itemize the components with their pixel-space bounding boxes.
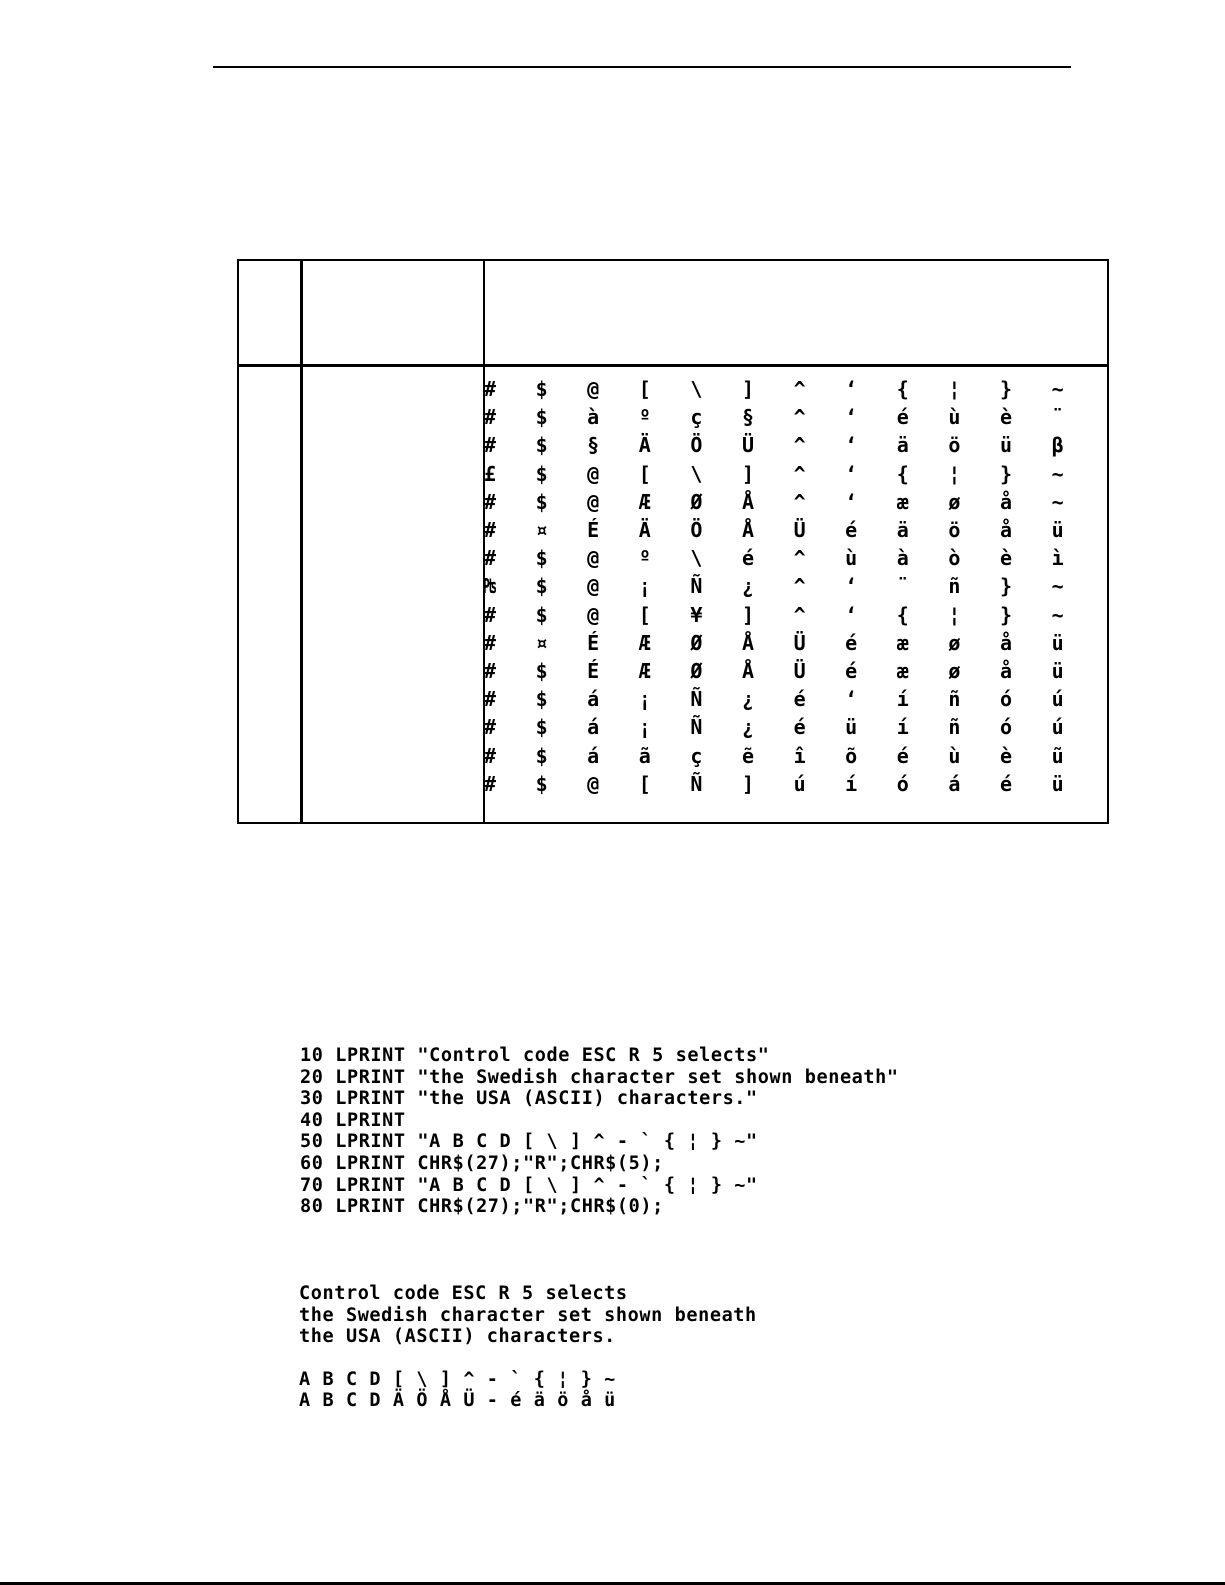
program-line: 20 LPRINT "the Swedish character set shown beneath": [300, 1066, 899, 1088]
charset-cell: ú: [1051, 687, 1064, 712]
charset-cell: }: [999, 574, 1013, 599]
charset-cell: $: [535, 377, 548, 401]
charset-cell: ¤: [535, 630, 548, 655]
charset-table: [237, 259, 1109, 824]
charset-cell: \: [690, 461, 703, 486]
charset-cell: ç: [690, 405, 703, 430]
charset-cell: Ü: [793, 518, 806, 542]
charset-cell: ù: [948, 743, 961, 768]
charset-cell: é: [896, 405, 909, 430]
charset-cell: #: [483, 659, 497, 683]
charset-cell: Ü: [793, 630, 806, 655]
charset-cell: Ø: [690, 630, 703, 655]
charset-cell: ₧: [483, 574, 497, 599]
program-line: 70 LPRINT "A B C D [ \ ] ^ - ` { ¦ } ~": [300, 1174, 758, 1196]
charset-cell: ü: [1051, 659, 1064, 683]
output-line: Control code ESC R 5 selects: [299, 1283, 628, 1304]
charset-cell: ú: [1051, 715, 1064, 740]
charset-cell: }: [999, 377, 1013, 401]
swedish-character-line: A B C D Ä Ö Å Ü - é ä ö å ü: [299, 1390, 616, 1412]
charset-cell: é: [845, 659, 858, 683]
charset-cell: å: [999, 489, 1013, 514]
output-line: the USA (ASCII) characters.: [299, 1326, 616, 1348]
charset-cell: ‘: [845, 461, 858, 486]
charset-cell: $: [535, 433, 548, 458]
charset-cell: é: [793, 715, 806, 740]
charset-cell: ñ: [948, 715, 961, 740]
charset-cell: å: [999, 518, 1013, 542]
charset-cell: {: [896, 602, 909, 627]
charset-cell: º: [638, 546, 651, 571]
charset-cell: å: [999, 630, 1013, 655]
charset-cell: ø: [948, 659, 961, 683]
charset-cell: [: [638, 602, 651, 627]
charset-cell: Æ: [638, 630, 651, 655]
charset-cell: $: [535, 405, 548, 430]
charset-cell: ó: [999, 687, 1013, 712]
charset-cell: }: [999, 602, 1013, 627]
charset-cell: Å: [741, 659, 755, 683]
charset-cell: á: [587, 687, 600, 712]
charset-cell: Æ: [638, 659, 651, 683]
charset-cell: ù: [948, 405, 961, 430]
charset-cell: Ñ: [690, 574, 703, 599]
charset-cell: é: [845, 630, 858, 655]
charset-cell: #: [483, 687, 497, 712]
charset-cell: #: [483, 433, 497, 458]
charset-cell: $: [535, 659, 548, 683]
charset-cell: @: [587, 546, 600, 571]
charset-cell: ]: [741, 771, 755, 796]
charset-cell: #: [483, 489, 497, 514]
charset-cell: É: [587, 659, 600, 683]
charset-cell: ü: [1051, 771, 1064, 796]
charset-cell: #: [483, 715, 497, 740]
charset-cell: ó: [999, 715, 1013, 740]
charset-cell: $: [535, 715, 548, 740]
charset-cell: ~: [1051, 602, 1064, 627]
charset-cell: ¿: [741, 715, 755, 740]
charset-cell: [: [638, 377, 651, 401]
program-line: 80 LPRINT CHR$(27);"R";CHR$(0);: [300, 1196, 664, 1218]
charset-cell: ¨: [896, 574, 909, 599]
charset-cell: $: [535, 461, 548, 486]
charset-cell: β: [1051, 433, 1064, 458]
charset-cell: #: [483, 771, 497, 796]
charset-cell: Ü: [793, 659, 806, 683]
top-rule: [213, 66, 1071, 68]
charset-cell: ü: [845, 715, 858, 740]
charset-cell: ¦: [948, 377, 961, 401]
charset-cell: ¦: [948, 602, 961, 627]
charset-cell: ~: [1051, 574, 1064, 599]
charset-cell: É: [587, 630, 600, 655]
charset-cell: $: [535, 771, 548, 796]
charset-cell: ~: [1051, 377, 1064, 401]
charset-cell: $: [535, 546, 548, 571]
charset-cell: @: [587, 771, 600, 796]
charset-cell: #: [483, 602, 497, 627]
charset-cell: É: [587, 518, 600, 542]
charset-cell: ä: [896, 433, 909, 458]
charset-cell: ü: [1051, 518, 1064, 542]
charset-cell: ã: [638, 743, 651, 768]
charset-cell: ũ: [1051, 743, 1064, 768]
charset-cell: ‘: [845, 489, 858, 514]
charset-cell: í: [896, 715, 909, 740]
charset-cell: @: [587, 574, 600, 599]
charset-cell: æ: [896, 489, 909, 514]
charset-cell: ¡: [638, 687, 651, 712]
charset-cell: ¦: [948, 461, 961, 486]
charset-cell: ‘: [845, 405, 858, 430]
charset-cell: @: [587, 377, 600, 401]
charset-cell: Ñ: [690, 687, 703, 712]
charset-cell: ^: [793, 433, 806, 458]
program-line: 10 LPRINT "Control code ESC R 5 selects": [300, 1045, 770, 1066]
output-line: the Swedish character set shown beneath: [299, 1304, 757, 1326]
charset-cell: é: [793, 687, 806, 712]
charset-cell: à: [587, 405, 600, 430]
charset-cell: Å: [741, 489, 755, 514]
charset-cell: î: [793, 743, 806, 768]
charset-cell: ø: [948, 630, 961, 655]
charset-cell: º: [638, 405, 651, 430]
charset-cell: ñ: [948, 687, 961, 712]
table-header-divider: [239, 364, 1107, 367]
charset-cell: ^: [793, 405, 806, 430]
charset-cell: @: [587, 602, 600, 627]
charset-cell: ~: [1051, 461, 1064, 486]
charset-cell: æ: [896, 659, 909, 683]
charset-cell: ø: [948, 489, 961, 514]
charset-cell: è: [999, 405, 1013, 430]
charset-cell: ö: [948, 433, 961, 458]
charset-cell: Ñ: [690, 771, 703, 796]
charset-cell: ^: [793, 602, 806, 627]
charset-cell: §: [741, 405, 755, 430]
charset-cell: é: [999, 771, 1013, 796]
charset-cell: ¥: [690, 602, 703, 627]
charset-cell: ‘: [845, 574, 858, 599]
charset-cell: #: [483, 377, 497, 401]
charset-cell: ú: [793, 771, 806, 796]
charset-cell: Ñ: [690, 715, 703, 740]
charset-cell: #: [483, 743, 497, 768]
charset-cell: £: [483, 461, 497, 486]
charset-cell: ]: [741, 461, 755, 486]
charset-cell: æ: [896, 630, 909, 655]
charset-cell: ^: [793, 489, 806, 514]
charset-cell: #: [483, 546, 497, 571]
charset-cell: ‘: [845, 433, 858, 458]
charset-cell: ö: [948, 518, 961, 542]
charset-cell: ^: [793, 377, 806, 401]
charset-cell: Å: [741, 630, 755, 655]
charset-cell: á: [587, 715, 600, 740]
charset-cell: ¿: [741, 574, 755, 599]
charset-cell: é: [845, 518, 858, 542]
charset-cell: ^: [793, 574, 806, 599]
charset-cell: Ä: [638, 433, 651, 458]
charset-cell: á: [948, 771, 961, 796]
charset-cell: ‘: [845, 602, 858, 627]
charset-cell: è: [999, 743, 1013, 768]
charset-cell: Ö: [690, 518, 703, 542]
table-column-divider: [300, 261, 303, 822]
charset-cell: ¡: [638, 574, 651, 599]
charset-cell: ì: [1051, 546, 1064, 571]
charset-cell: à: [896, 546, 909, 571]
charset-cell: ü: [999, 433, 1013, 458]
charset-cell: §: [587, 433, 600, 458]
charset-cell: é: [741, 546, 755, 571]
program-listing: [300, 1045, 899, 1218]
charset-cell: }: [999, 461, 1013, 486]
charset-cell: ó: [896, 771, 909, 796]
spacer: [299, 1348, 757, 1369]
charset-cell: õ: [845, 743, 858, 768]
charset-cell: Ø: [690, 489, 703, 514]
charset-cell: \: [690, 377, 703, 401]
charset-cell: Ö: [690, 433, 703, 458]
charset-cell: ~: [1051, 489, 1064, 514]
charset-cell: $: [535, 489, 548, 514]
charset-cell: $: [535, 743, 548, 768]
program-line: 40 LPRINT: [300, 1109, 406, 1131]
charset-cell: $: [535, 687, 548, 712]
charset-cell: á: [587, 743, 600, 768]
charset-cell: ¤: [535, 518, 548, 542]
usa-character-line: A B C D [ \ ] ^ - ` { ¦ } ~: [299, 1368, 616, 1390]
charset-cell: ü: [1051, 630, 1064, 655]
charset-cell: ‘: [845, 687, 858, 712]
charset-cell: í: [896, 687, 909, 712]
charset-cell: ‘: [845, 377, 858, 401]
charset-cell: ¡: [638, 715, 651, 740]
charset-cell: ä: [896, 518, 909, 542]
charset-cell: ¨: [1051, 405, 1064, 430]
charset-cell: í: [845, 771, 858, 796]
charset-cell: ^: [793, 461, 806, 486]
charset-cell: [: [638, 461, 651, 486]
charset-cell: è: [999, 546, 1013, 571]
charset-cell: @: [587, 489, 600, 514]
program-line: 60 LPRINT CHR$(27);"R";CHR$(5);: [300, 1152, 664, 1174]
charset-cell: ¿: [741, 687, 755, 712]
charset-cell: ù: [845, 546, 858, 571]
charset-cell: ]: [741, 377, 755, 401]
charset-cell: ẽ: [741, 743, 755, 768]
program-line: 30 LPRINT "the USA (ASCII) characters.": [300, 1088, 758, 1110]
charset-cell: ñ: [948, 574, 961, 599]
charset-cell: {: [896, 461, 909, 486]
charset-cell: \: [690, 546, 703, 571]
charset-cell: Æ: [638, 489, 651, 514]
charset-cell: Ø: [690, 659, 703, 683]
charset-cell: ]: [741, 602, 755, 627]
charset-cell: ò: [948, 546, 961, 571]
charset-cell: #: [483, 630, 497, 655]
charset-cell: $: [535, 602, 548, 627]
charset-cell: ^: [793, 546, 806, 571]
charset-cell: Ü: [741, 433, 755, 458]
charset-cell: Ä: [638, 518, 651, 542]
charset-cell: å: [999, 659, 1013, 683]
charset-cell: [: [638, 771, 651, 796]
charset-cell: é: [896, 743, 909, 768]
charset-cell: {: [896, 377, 909, 401]
charset-cell: @: [587, 461, 600, 486]
charset-cell: ç: [690, 743, 703, 768]
charset-cell: $: [535, 574, 548, 599]
printed-output: [299, 1283, 757, 1412]
charset-cell: #: [483, 405, 497, 430]
charset-cell: Å: [741, 518, 755, 542]
charset-cell: #: [483, 518, 497, 542]
program-line: 50 LPRINT "A B C D [ \ ] ^ - ` { ¦ } ~": [300, 1131, 758, 1153]
